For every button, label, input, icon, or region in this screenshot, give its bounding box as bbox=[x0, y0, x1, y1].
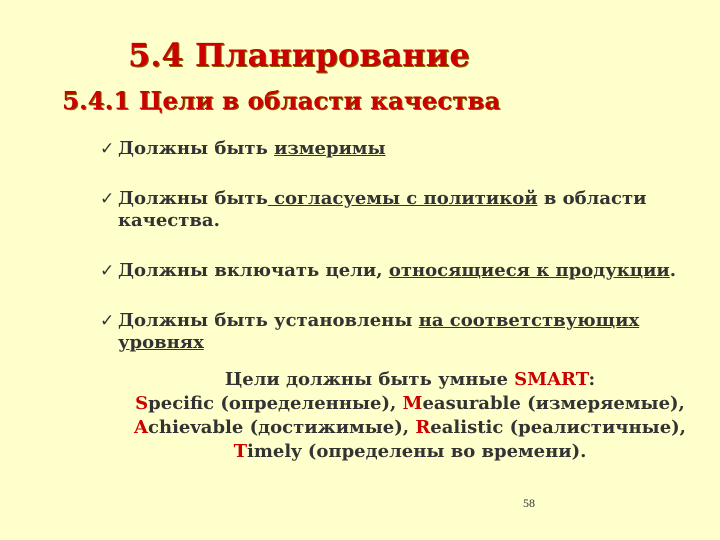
bullet-underlined-text: относящиеся к продукции bbox=[388, 260, 670, 281]
checkmark-icon: ✓ bbox=[100, 189, 115, 209]
slide-title: 5.4 Планирование bbox=[128, 36, 470, 74]
smart-block bbox=[120, 368, 700, 464]
page-number: 58 bbox=[523, 496, 535, 510]
smart-text: easurable (измеряемые), bbox=[422, 393, 685, 414]
bullet-text: Должны быть установлены bbox=[118, 310, 419, 331]
smart-letter: A bbox=[134, 417, 149, 438]
bullet-underlined-text: согласуемы с политикой bbox=[267, 188, 538, 209]
smart-letter: R bbox=[415, 417, 431, 438]
smart-line bbox=[120, 392, 700, 416]
slide-subtitle: 5.4.1 Цели в области качества bbox=[62, 86, 501, 115]
bullet-text-end: в области качества. bbox=[118, 188, 647, 231]
bullet-item bbox=[100, 138, 700, 160]
smart-intro bbox=[120, 368, 700, 392]
smart-line bbox=[120, 416, 700, 440]
bullet-list bbox=[100, 138, 700, 382]
bullet-text: Должны быть bbox=[118, 188, 268, 209]
smart-line bbox=[120, 440, 700, 464]
smart-intro-text: Цели должны быть умные bbox=[224, 369, 515, 390]
bullet-text-end: . bbox=[669, 260, 677, 281]
smart-text: chievable (достижимые), bbox=[148, 417, 416, 438]
smart-letter: T bbox=[233, 441, 247, 462]
smart-text: ealistic (реалистичные), bbox=[430, 417, 686, 438]
bullet-underlined-text: на соответствующих уровнях bbox=[118, 310, 640, 353]
checkmark-icon: ✓ bbox=[100, 139, 115, 159]
bullet-text: Должны включать цели, bbox=[118, 260, 389, 281]
smart-text: pecific (определенные), bbox=[148, 393, 403, 414]
smart-letter: S bbox=[135, 393, 149, 414]
checkmark-icon: ✓ bbox=[100, 311, 115, 331]
smart-letter: M bbox=[402, 393, 423, 414]
smart-text: imely (определены во времени). bbox=[246, 441, 587, 462]
checkmark-icon: ✓ bbox=[100, 261, 115, 281]
bullet-underlined-text: измеримы bbox=[274, 138, 386, 159]
smart-acronym: SMART bbox=[514, 369, 589, 390]
bullet-item bbox=[100, 188, 700, 232]
bullet-item bbox=[100, 260, 700, 282]
smart-intro-end: : bbox=[588, 369, 596, 390]
bullet-text: Должны быть bbox=[118, 138, 275, 159]
bullet-item bbox=[100, 310, 700, 354]
